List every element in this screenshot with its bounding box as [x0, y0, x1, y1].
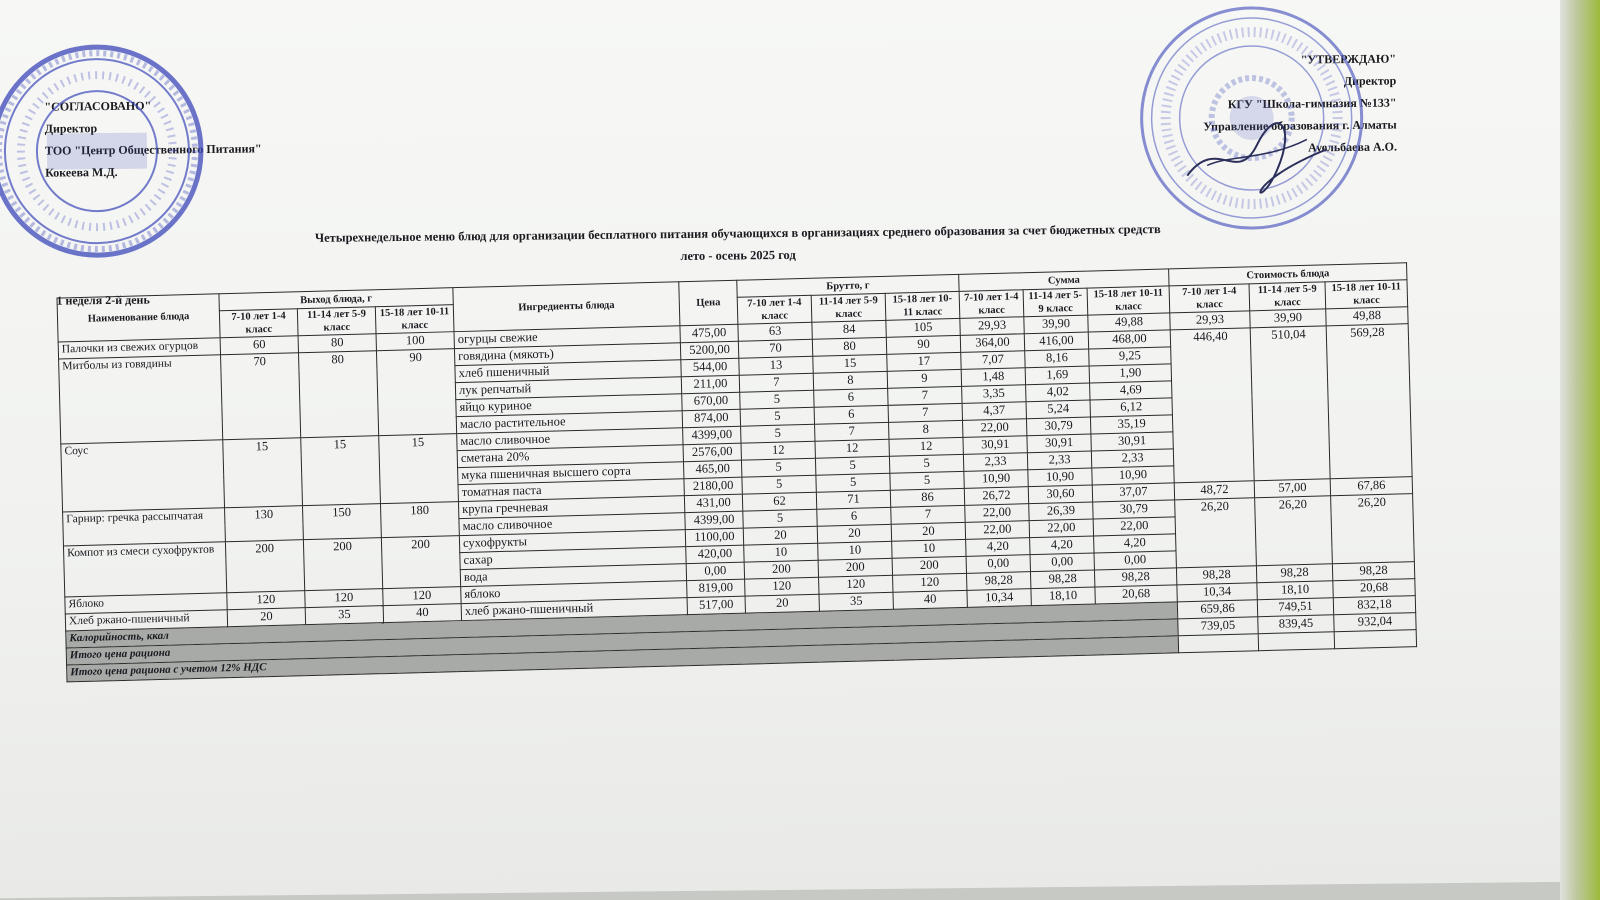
ingredient-price: 544,00 [681, 358, 739, 377]
ingredient-sum: 26,72 [964, 487, 1028, 506]
ingredient-name: сметана 20% [457, 445, 683, 468]
ingredient-brutto: 70 [738, 339, 812, 358]
ingredient-price: 4399,00 [685, 511, 743, 530]
ingredient-price: 4399,00 [683, 426, 741, 445]
ingredient-sum: 1,90 [1089, 364, 1171, 383]
signature-icon [1177, 114, 1338, 196]
ingredient-sum: 2,33 [963, 453, 1027, 472]
ingredient-brutto: 35 [819, 592, 893, 611]
ingredient-sum: 4,37 [962, 402, 1026, 421]
ingredient-brutto: 12 [741, 441, 815, 460]
ingredient-price: 819,00 [687, 579, 745, 598]
board-frame [1560, 0, 1600, 900]
ingredient-sum: 22,00 [1029, 519, 1093, 538]
ingredient-sum: 98,28 [1094, 568, 1176, 587]
ingredient-sum: 0,00 [1030, 553, 1094, 572]
ingredient-brutto: 6 [814, 405, 888, 424]
ingredient-sum: 4,20 [966, 538, 1030, 557]
ingredient-sum: 4,20 [1094, 534, 1176, 553]
document-title: Четырехнедельное меню блюд для организации бесплатного питания обучающихся в организациях среднего образования за счет бюджетных средств [314, 222, 1161, 245]
ingredient-brutto: 62 [742, 492, 816, 511]
approval-left-line4: Кокеева М.Д. [45, 164, 118, 180]
ingredient-sum: 22,00 [1093, 517, 1175, 536]
ingredient-sum: 468,00 [1088, 330, 1170, 349]
dish-yield: 80 [298, 351, 378, 438]
ingredient-sum: 29,93 [960, 317, 1024, 336]
ingredient-name: яблоко [461, 581, 687, 604]
header-age3: 15-18 лет 10-11 класс [375, 305, 454, 334]
ingredient-sum: 4,69 [1090, 381, 1172, 400]
approval-left-block [44, 93, 262, 183]
total-vat-row-value [1258, 632, 1334, 651]
dish-yield: 15 [379, 434, 459, 504]
ingredient-name: томатная паста [458, 479, 684, 502]
dish-yield: 180 [380, 502, 459, 538]
dish-yield: 120 [305, 589, 383, 608]
ingredient-price: 420,00 [686, 545, 744, 564]
ingredient-brutto: 9 [887, 369, 961, 388]
dish-yield: 15 [223, 438, 303, 508]
ingredient-sum: 22,00 [965, 521, 1029, 540]
dish-cost: 48,72 [1174, 481, 1254, 500]
ingredient-price: 2576,00 [683, 443, 741, 462]
ingredient-brutto: 13 [739, 356, 813, 375]
dish-yield: 120 [383, 587, 461, 606]
ingredient-name: масло сливочное [457, 428, 683, 451]
header-price: Цена [679, 280, 738, 326]
dish-yield: 100 [376, 332, 454, 351]
ingredient-brutto: 80 [812, 337, 886, 356]
dish-name: Хлеб ржано-пшеничный [65, 610, 227, 631]
ingredient-brutto: 20 [891, 522, 965, 541]
dish-name: Яблоко [65, 593, 227, 614]
ingredient-sum: 4,20 [1030, 536, 1094, 555]
dish-cost: 98,28 [1256, 564, 1332, 583]
ingredient-brutto: 120 [745, 577, 819, 596]
ingredient-price: 431,00 [684, 494, 742, 513]
ingredient-sum: 416,00 [1024, 332, 1088, 351]
dish-name: Соус [61, 440, 225, 512]
ingredient-brutto: 8 [889, 420, 963, 439]
header-age1: 7-10 лет 1-4 класс [959, 290, 1024, 319]
header-age2: 11-14 лет 5-9 класс [1023, 288, 1088, 317]
header-brutto: Брутто, г [737, 274, 959, 297]
ingredient-brutto: 5 [889, 454, 963, 473]
header-cost: Стоимость блюда [1169, 263, 1407, 286]
dish-yield: 60 [220, 336, 298, 355]
header-ingredients: Ингредиенты блюда [453, 282, 680, 332]
total-row-value: 839,45 [1258, 615, 1334, 634]
ingredient-name: лук репчатый [455, 377, 681, 400]
ingredient-name: крупа гречневая [458, 496, 684, 519]
header-age3: 15-18 лет 10-11 класс [885, 291, 960, 320]
ingredient-sum: 30,79 [1093, 500, 1175, 519]
header-age1: 7-10 лет 1-4 класс [1169, 284, 1250, 313]
approval-right-line3: КГУ "Школа-гимназия №133" [1227, 95, 1397, 112]
dish-yield: 120 [227, 591, 305, 610]
ingredient-brutto: 10 [744, 543, 818, 562]
ingredient-sum: 30,91 [1091, 432, 1173, 451]
ingredient-brutto: 5 [815, 456, 889, 475]
ingredient-price: 874,00 [682, 409, 740, 428]
menu-table [56, 262, 1417, 682]
dish-yield: 90 [376, 349, 456, 436]
calories-row-value: 749,51 [1257, 598, 1333, 617]
ingredient-name: яйцо куриное [456, 394, 682, 417]
ingredient-sum: 20,68 [1095, 585, 1177, 604]
ingredient-sum: 35,19 [1090, 415, 1172, 434]
dish-cost: 98,28 [1176, 566, 1256, 585]
header-yield: Выход блюда, г [219, 288, 453, 311]
ingredient-sum: 39,90 [1024, 315, 1088, 334]
ingredient-sum: 2,33 [1027, 451, 1091, 470]
ingredient-sum: 2,33 [1091, 449, 1173, 468]
dish-yield: 40 [383, 604, 461, 623]
ingredient-price: 2180,00 [684, 477, 742, 496]
ingredient-brutto: 7 [815, 422, 889, 441]
ingredient-name: хлеб пшеничный [455, 360, 681, 383]
dish-name: Митболы из говядины [59, 355, 223, 444]
ingredient-brutto: 63 [738, 322, 812, 341]
ingredient-brutto: 200 [818, 558, 892, 577]
ingredient-brutto: 6 [817, 507, 891, 526]
approval-right-line5: Ауельбаева А.О. [1307, 139, 1398, 155]
ingredient-sum: 37,07 [1092, 483, 1174, 502]
ingredient-name: масло сливочное [459, 513, 685, 536]
dish-cost: 510,04 [1250, 326, 1330, 481]
dish-yield: 130 [225, 506, 304, 542]
dish-yield: 200 [381, 536, 460, 589]
dish-cost: 569,28 [1326, 324, 1412, 479]
calories-row-label: Калорийность, ккал [66, 602, 1178, 648]
header-age3: 15-18 лет 10-11 класс [1087, 286, 1170, 315]
dish-cost: 57,00 [1254, 479, 1330, 498]
ingredient-sum: 10,90 [1028, 468, 1092, 487]
dish-yield: 150 [303, 504, 382, 540]
ingredient-brutto: 5 [816, 473, 890, 492]
dish-cost: 20,68 [1333, 579, 1415, 598]
ingredient-brutto: 86 [890, 488, 964, 507]
ingredient-brutto: 200 [744, 560, 818, 579]
ingredient-brutto: 7 [891, 505, 965, 524]
dish-cost: 446,40 [1170, 328, 1254, 483]
ingredient-brutto: 7 [888, 403, 962, 422]
dish-yield: 200 [303, 538, 382, 591]
dish-name: Палочки из свежих огурцов [58, 338, 220, 359]
ingredient-price: 517,00 [687, 596, 745, 615]
header-sum: Сумма [959, 269, 1169, 291]
dish-cost: 26,20 [1255, 496, 1333, 566]
dish-yield: 80 [298, 334, 376, 353]
header-age3: 15-18 лет 10-11 класс [1325, 280, 1408, 309]
ingredient-brutto: 10 [818, 541, 892, 560]
ingredient-price: 1100,00 [685, 528, 743, 547]
ingredient-brutto: 120 [819, 575, 893, 594]
ingredient-sum: 8,16 [1025, 349, 1089, 368]
total-vat-row-label: Итого цена рациона с учетом 12% НДС [67, 636, 1179, 682]
ingredient-sum: 26,39 [1029, 502, 1093, 521]
ingredient-brutto: 5 [740, 407, 814, 426]
ingredient-sum: 0,00 [1094, 551, 1176, 570]
week-day-label: 1 неделя 2-й день [56, 292, 150, 308]
ingredient-brutto: 8 [813, 371, 887, 390]
dish-yield: 20 [227, 608, 305, 627]
ingredient-brutto: 105 [886, 318, 960, 337]
approval-left-line1: "СОГЛАСОВАНО" [44, 98, 152, 114]
ingredient-sum: 7,07 [961, 351, 1025, 370]
dish-yield: 70 [221, 353, 301, 440]
ingredient-price: 211,00 [681, 375, 739, 394]
dish-cost: 10,34 [1177, 583, 1257, 602]
approval-left-line3: ТОО "Центр Общественного Питания" [44, 141, 262, 158]
document-subtitle: лето - осень 2025 год [680, 247, 796, 264]
ingredient-price: 465,00 [684, 460, 742, 479]
ingredient-brutto: 5 [741, 458, 815, 477]
ingredient-name: мука пшеничная высшего сорта [458, 462, 684, 485]
ingredient-brutto: 10 [892, 539, 966, 558]
ingredient-sum: 9,25 [1089, 347, 1171, 366]
ingredient-sum: 18,10 [1031, 587, 1095, 606]
ingredient-sum: 30,79 [1027, 417, 1091, 436]
header-age2: 11-14 лет 5-9 класс [811, 293, 886, 322]
ingredient-brutto: 5 [890, 471, 964, 490]
dish-cost: 29,93 [1170, 311, 1250, 330]
dish-cost: 49,88 [1326, 307, 1408, 326]
header-dish: Наименование блюда [57, 294, 220, 342]
dish-yield: 35 [305, 606, 383, 625]
header-age1: 7-10 лет 1-4 класс [219, 309, 298, 338]
ingredient-brutto: 120 [893, 573, 967, 592]
header-age1: 7-10 лет 1-4 класс [737, 295, 812, 324]
dish-yield: 15 [301, 436, 381, 506]
ingredient-name: масло растительное [456, 411, 682, 434]
dish-name: Гарнир: гречка рассыпчатая [63, 508, 226, 546]
ingredient-sum: 5,24 [1026, 400, 1090, 419]
ingredient-sum: 6,12 [1090, 398, 1172, 417]
ingredient-brutto: 12 [815, 439, 889, 458]
ingredient-sum: 22,00 [963, 419, 1027, 438]
total-vat-row-value [1178, 634, 1258, 653]
document-title-block [228, 217, 1248, 272]
ingredient-sum: 98,28 [967, 572, 1031, 591]
ingredient-brutto: 7 [888, 386, 962, 405]
ingredient-name: сахар [460, 547, 686, 570]
total-row-value: 739,05 [1178, 617, 1258, 636]
ingredient-name: хлеб ржано-пшеничный [461, 598, 687, 621]
ingredient-brutto: 90 [886, 335, 960, 354]
ingredient-sum: 1,69 [1025, 366, 1089, 385]
total-row-label: Итого цена рациона [66, 619, 1178, 665]
approval-right-line1: "УТВЕРЖДАЮ" [1300, 51, 1397, 67]
ingredient-brutto: 5 [741, 424, 815, 443]
ingredient-sum: 49,88 [1088, 313, 1170, 332]
ingredient-sum: 22,00 [965, 504, 1029, 523]
dish-cost: 18,10 [1257, 581, 1333, 600]
ingredient-name: огурцы свежие [454, 326, 680, 349]
ingredient-brutto: 7 [739, 373, 813, 392]
ingredient-price: 475,00 [680, 324, 738, 343]
ingredient-name: говядина (мякоть) [454, 343, 680, 366]
approval-right-line4: Управление образования г. Алматы [1203, 117, 1397, 134]
dish-yield: 200 [225, 540, 304, 593]
dish-cost: 98,28 [1332, 562, 1414, 581]
ingredient-brutto: 20 [745, 594, 819, 613]
ingredient-brutto: 5 [743, 509, 817, 528]
ingredient-brutto: 17 [887, 352, 961, 371]
ingredient-sum: 10,90 [964, 470, 1028, 489]
total-vat-row-value [1334, 630, 1416, 649]
ingredient-price: 0,00 [686, 562, 744, 581]
ingredient-sum: 10,34 [967, 589, 1031, 608]
ingredient-sum: 30,91 [963, 436, 1027, 455]
ingredient-sum: 30,91 [1027, 434, 1091, 453]
ingredient-price: 5200,00 [680, 341, 738, 360]
ingredient-brutto: 20 [817, 524, 891, 543]
calories-row-value: 659,86 [1177, 600, 1257, 619]
ingredient-sum: 3,35 [962, 385, 1026, 404]
ingredient-price: 670,00 [682, 392, 740, 411]
ingredient-brutto: 12 [889, 437, 963, 456]
header-age2: 11-14 лет 5-9 класс [297, 307, 376, 336]
ingredient-brutto: 84 [812, 320, 886, 339]
calories-row-value: 832,18 [1333, 596, 1415, 615]
ingredient-brutto: 6 [814, 388, 888, 407]
ingredient-sum: 364,00 [960, 334, 1024, 353]
ingredient-name: сухофрукты [459, 530, 685, 553]
ingredient-brutto: 71 [816, 490, 890, 509]
approval-right-line2: Директор [1343, 73, 1397, 89]
dish-cost: 67,86 [1330, 477, 1412, 496]
ingredient-brutto: 200 [892, 556, 966, 575]
ingredient-brutto: 40 [893, 590, 967, 609]
ingredient-sum: 0,00 [966, 555, 1030, 574]
ingredient-sum: 98,28 [1031, 570, 1095, 589]
ingredient-sum: 1,48 [961, 368, 1025, 387]
ingredient-name: вода [460, 564, 686, 587]
ingredient-brutto: 5 [742, 475, 816, 494]
dish-cost: 39,90 [1250, 309, 1326, 328]
total-row-value: 932,04 [1334, 613, 1416, 632]
dish-name: Компот из смеси сухофруктов [63, 542, 226, 597]
ingredient-sum: 4,02 [1026, 383, 1090, 402]
ingredient-brutto: 20 [743, 526, 817, 545]
ingredient-sum: 10,90 [1092, 466, 1174, 485]
ingredient-sum: 30,60 [1028, 485, 1092, 504]
approval-left-line2: Директор [44, 121, 98, 136]
ingredient-brutto: 5 [740, 390, 814, 409]
ingredient-brutto: 15 [813, 354, 887, 373]
dish-cost: 26,20 [1331, 494, 1415, 564]
header-age2: 11-14 лет 5-9 класс [1249, 282, 1326, 311]
dish-cost: 26,20 [1175, 498, 1257, 568]
